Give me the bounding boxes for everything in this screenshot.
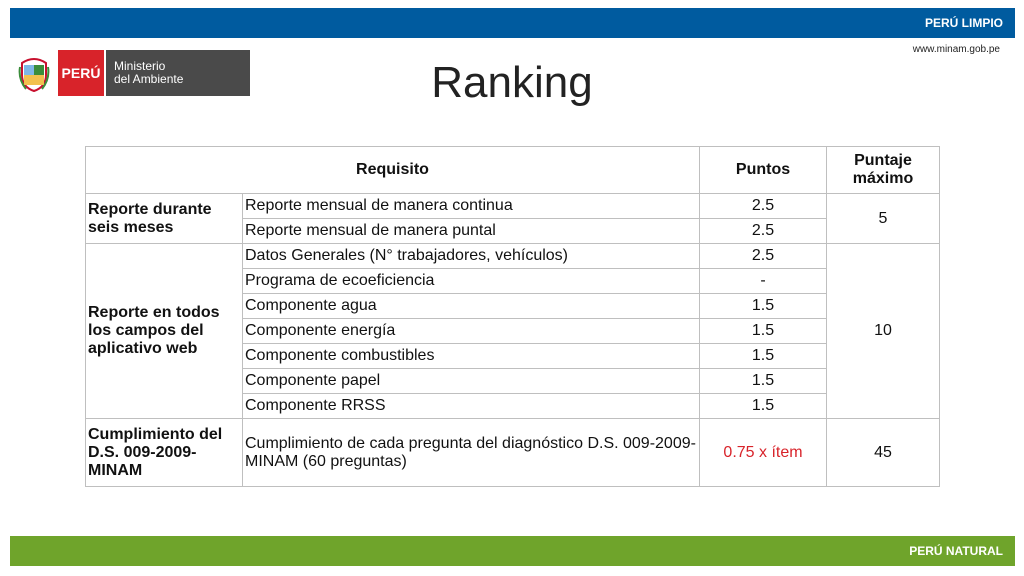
- table-row: [86, 244, 940, 269]
- ministry-line-2: del Ambiente: [114, 72, 184, 86]
- max-cell: 10: [827, 244, 940, 419]
- ranking-table: [85, 146, 940, 487]
- top-banner: [10, 8, 1015, 38]
- max-cell: 5: [827, 194, 940, 244]
- points-cell: 2.5: [700, 194, 827, 219]
- points-cell: 2.5: [700, 244, 827, 269]
- item-cell: Componente combustibles: [243, 344, 700, 369]
- header-puntos: Puntos: [700, 147, 827, 194]
- points-cell: 1.5: [700, 294, 827, 319]
- group-label: Cumplimiento del D.S. 009-2009-MINAM: [86, 419, 243, 487]
- item-cell: Componente papel: [243, 369, 700, 394]
- points-cell: 1.5: [700, 394, 827, 419]
- points-cell: 1.5: [700, 369, 827, 394]
- bottom-banner-label: PERÚ NATURAL: [909, 544, 1003, 558]
- website-url: www.minam.gob.pe: [912, 44, 1000, 55]
- table-row: [86, 419, 940, 487]
- points-cell: 1.5: [700, 344, 827, 369]
- item-cell: Datos Generales (N° trabajadores, vehículos): [243, 244, 700, 269]
- max-cell: 45: [827, 419, 940, 487]
- group-label: Reporte en todos los campos del aplicativo web: [86, 244, 243, 419]
- ministry-line-1: Ministerio: [114, 59, 166, 73]
- points-cell: 2.5: [700, 219, 827, 244]
- item-cell: Reporte mensual de manera continua: [243, 194, 700, 219]
- points-cell: -: [700, 269, 827, 294]
- top-banner-label: PERÚ LIMPIO: [924, 16, 1003, 30]
- item-cell: Reporte mensual de manera puntal: [243, 219, 700, 244]
- header-puntaje-maximo: Puntaje máximo: [827, 147, 940, 194]
- table-header-row: [86, 147, 940, 194]
- item-cell: Cumplimiento de cada pregunta del diagnóstico D.S. 009-2009-MINAM (60 preguntas): [243, 419, 700, 487]
- page-title: Ranking: [431, 58, 593, 107]
- table-row: [86, 194, 940, 219]
- points-cell: 0.75 x ítem: [700, 419, 827, 487]
- item-cell: Componente energía: [243, 319, 700, 344]
- item-cell: Programa de ecoeficiencia: [243, 269, 700, 294]
- peru-label: PERÚ: [58, 50, 104, 96]
- group-label: Reporte durante seis meses: [86, 194, 243, 244]
- item-cell: Componente agua: [243, 294, 700, 319]
- item-cell: Componente RRSS: [243, 394, 700, 419]
- points-cell: 1.5: [700, 319, 827, 344]
- header-requisito: Requisito: [86, 147, 700, 194]
- bottom-banner: [10, 536, 1015, 566]
